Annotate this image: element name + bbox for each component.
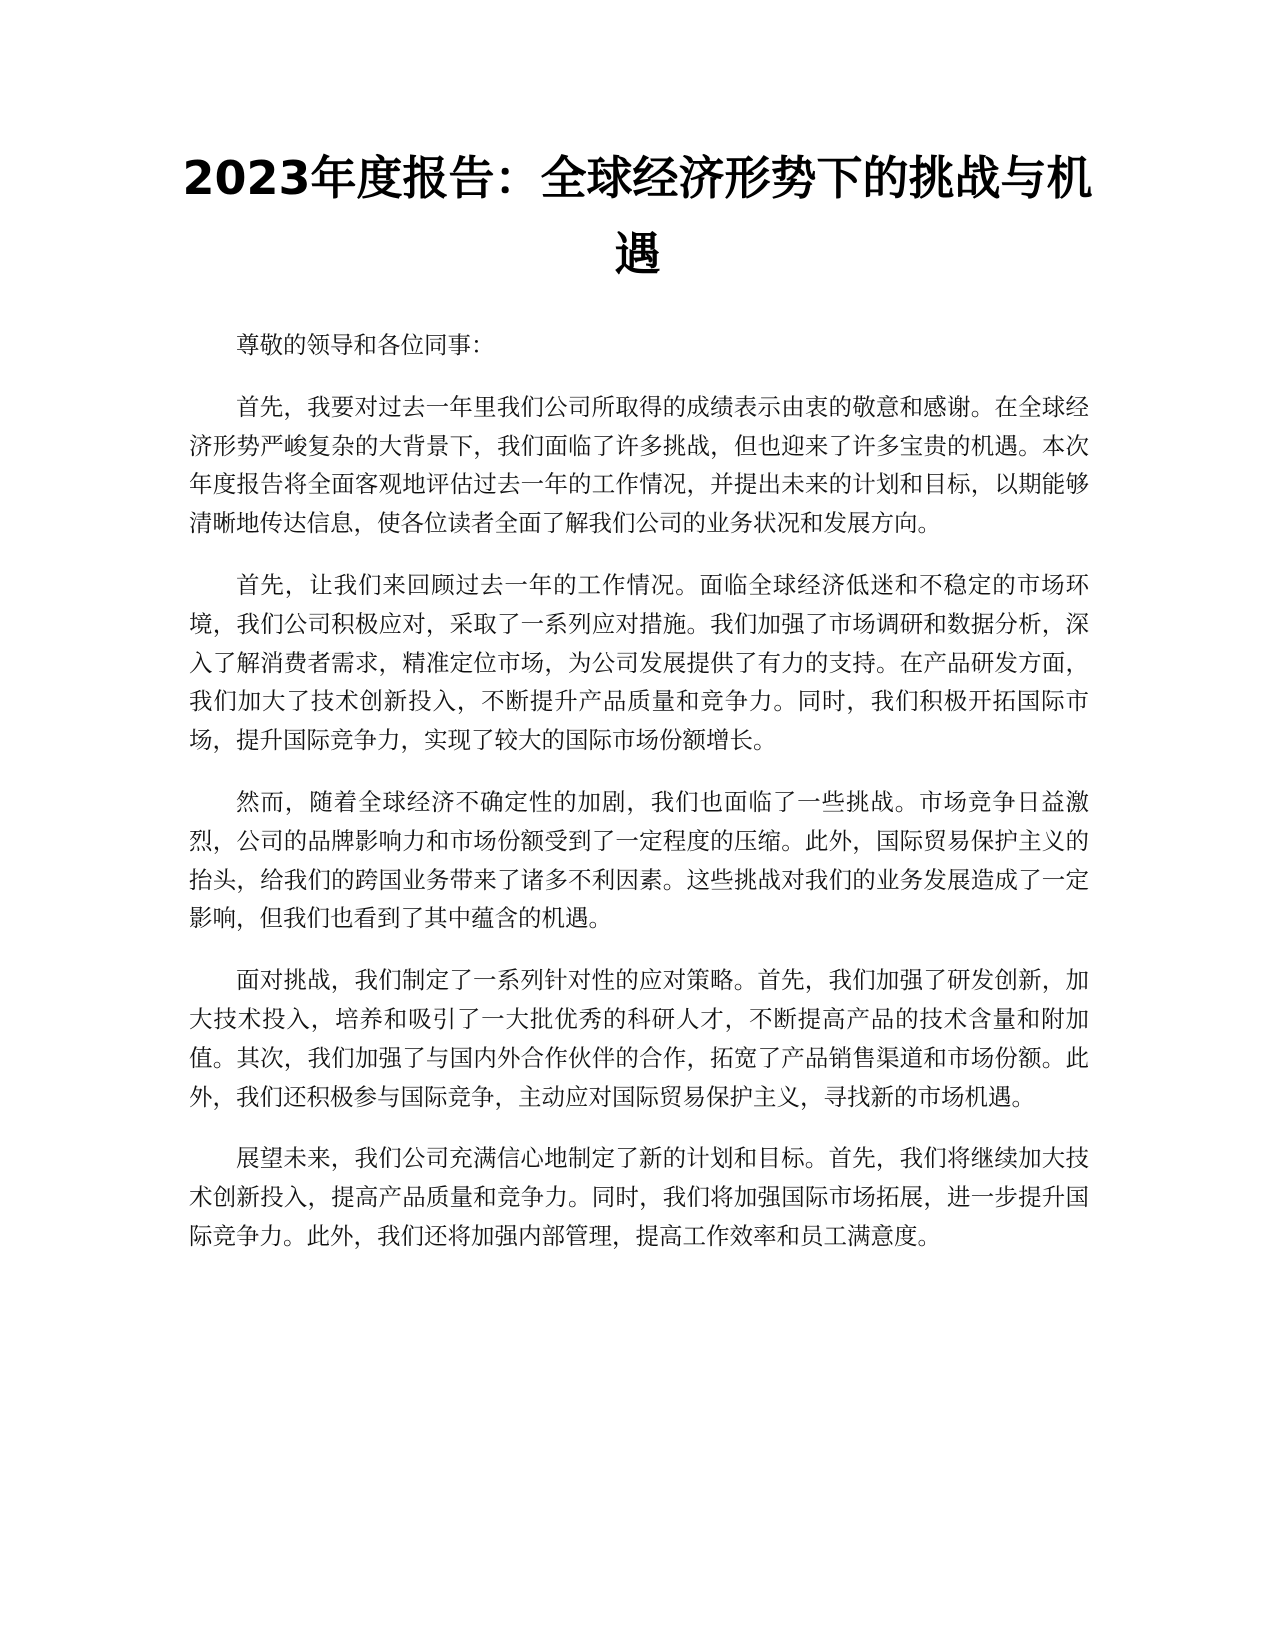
document-title: 2023年度报告：全球经济形势下的挑战与机遇 bbox=[182, 151, 1093, 281]
paragraph-4: 面对挑战，我们制定了一系列针对性的应对策略。首先，我们加强了研发创新，加大技术投入，培养和吸引了一大批优秀的科研人才，不断提高产品的技术含量和附加值。其次，我们加强了与国内外合作伙伴的合作，拓宽了产品销售渠道和市场份额。此外，我们还积极参与国际竞争，主动应对国际贸易保护主义，寻找新的市场机遇。 bbox=[189, 966, 1089, 1111]
paragraph-3: 然而，随着全球经济不确定性的加剧，我们也面临了一些挑战。市场竞争日益激烈，公司的品牌影响力和市场份额受到了一定程度的压缩。此外，国际贸易保护主义的抬头，给我们的跨国业务带来了诸多不利因素。这些挑战对我们的业务发展造成了一定影响，但我们也看到了其中蕴含的机遇。 bbox=[189, 787, 1089, 933]
paragraph-2: 首先，让我们来回顾过去一年的工作情况。面临全球经济低迷和不稳定的市场环境，我们公司积极应对，采取了一系列应对措施。我们加强了市场调研和数据分析，深入了解消费者需求，精准定位市场，为公司发展提供了有力的支持。在产品研发方面，我们加大了技术创新投入，不断提升产品质量和竞争力。同时，我们积极开拓国际市场，提升国际竞争力，实现了较大的国际市场份额增长。 bbox=[189, 570, 1089, 755]
document-body bbox=[189, 326, 1089, 1279]
paragraph-5: 展望未来，我们公司充满信心地制定了新的计划和目标。首先，我们将继续加大技术创新投入，提高产品质量和竞争力。同时，我们将加强国际市场拓展，进一步提升国际竞争力。此外，我们还将加强内部管理，提高工作效率和员工满意度。 bbox=[189, 1144, 1089, 1250]
salutation: 尊敬的领导和各位同事： bbox=[236, 331, 495, 359]
paragraph-1: 首先，我要对过去一年里我们公司所取得的成绩表示由衷的敬意和感谢。在全球经济形势严峻复杂的大背景下，我们面临了许多挑战，但也迎来了许多宝贵的机遇。本次年度报告将全面客观地评估过去一年的工作情况，并提出未来的计划和目标，以期能够清晰地传达信息，使各位读者全面了解我们公司的业务状况和发展方向。 bbox=[189, 392, 1089, 538]
